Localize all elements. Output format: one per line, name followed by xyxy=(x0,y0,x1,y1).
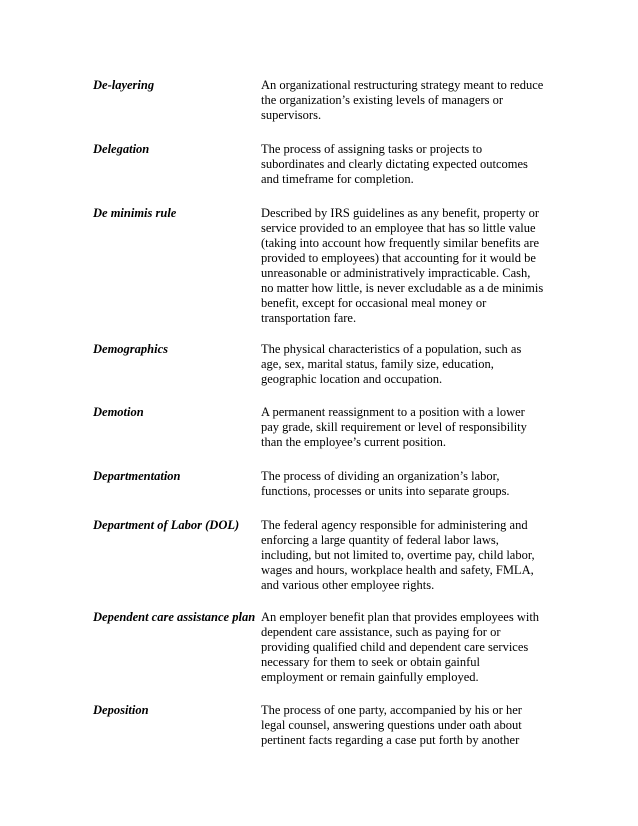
glossary-term: Departmentation xyxy=(93,469,181,483)
definition-line: wages and hours, workplace health and safety, FMLA, xyxy=(261,563,534,577)
definition-line: no matter how little, is never excludable as a de minimis xyxy=(261,281,544,295)
glossary-definition xyxy=(261,703,561,748)
definition-line: provided to employees) that accounting for it would be xyxy=(261,251,536,265)
glossary-term: Dependent care assistance plan xyxy=(93,610,256,624)
glossary-term: Deposition xyxy=(93,703,149,717)
definition-line: age, sex, marital status, family size, education, xyxy=(261,357,494,371)
definition-line: service provided to an employee that has so little value xyxy=(261,221,536,235)
definition-line: legal counsel, answering questions under oath about xyxy=(261,718,522,732)
glossary-term: Demographics xyxy=(93,342,168,356)
glossary-definition xyxy=(261,469,561,499)
definition-line: pay grade, skill requirement or level of responsibility xyxy=(261,420,527,434)
definition-line: The physical characteristics of a population, such as xyxy=(261,342,522,356)
definition-line: including, but not limited to, overtime pay, child labor, xyxy=(261,548,535,562)
definition-line: A permanent reassignment to a position with a lower xyxy=(261,405,525,419)
definition-line: (taking into account how frequently similar benefits are xyxy=(261,236,540,250)
glossary-term: Delegation xyxy=(93,142,150,156)
glossary-term: De minimis rule xyxy=(93,206,177,220)
glossary-definition xyxy=(261,405,561,450)
definition-line: The process of dividing an organization’s labor, xyxy=(261,469,500,483)
definition-line: subordinates and clearly dictating expected outcomes xyxy=(261,157,528,171)
definition-line: functions, processes or units into separate groups. xyxy=(261,484,510,498)
definition-line: supervisors. xyxy=(261,108,322,122)
definition-line: transportation fare. xyxy=(261,311,357,325)
definition-line: providing qualified child and dependent care services xyxy=(261,640,529,654)
glossary-definition xyxy=(261,610,561,685)
definition-line: than the employee’s current position. xyxy=(261,435,447,449)
definition-line: pertinent facts regarding a case put forth by another xyxy=(261,733,520,747)
glossary-definition xyxy=(261,78,561,123)
definition-line: and timeframe for completion. xyxy=(261,172,414,186)
glossary-definition xyxy=(261,206,561,326)
definition-line: the organization’s existing levels of managers or xyxy=(261,93,504,107)
definition-line: necessary for them to seek or obtain gainful xyxy=(261,655,481,669)
glossary-definition xyxy=(261,142,561,187)
definition-line: The federal agency responsible for administering and xyxy=(261,518,528,532)
definition-line: unreasonable or administratively impracticable. Cash, xyxy=(261,266,531,280)
definition-line: employment or remain gainfully employed. xyxy=(261,670,479,684)
definition-line: dependent care assistance, such as paying for or xyxy=(261,625,501,639)
definition-line: geographic location and occupation. xyxy=(261,372,443,386)
definition-line: The process of one party, accompanied by his or her xyxy=(261,703,522,717)
definition-line: Described by IRS guidelines as any benefit, property or xyxy=(261,206,540,220)
glossary-term: Department of Labor (DOL) xyxy=(93,518,240,532)
definition-line: An employer benefit plan that provides employees with xyxy=(261,610,540,624)
definition-line: and various other employee rights. xyxy=(261,578,435,592)
glossary-definition xyxy=(261,518,561,593)
glossary-definition xyxy=(261,342,561,387)
definition-line: enforcing a large quantity of federal labor laws, xyxy=(261,533,499,547)
glossary-term: Demotion xyxy=(93,405,144,419)
definition-line: An organizational restructuring strategy meant to reduce xyxy=(261,78,544,92)
definition-line: The process of assigning tasks or projects to xyxy=(261,142,483,156)
glossary-term: De-layering xyxy=(93,78,155,92)
definition-line: benefit, except for occasional meal money or xyxy=(261,296,487,310)
